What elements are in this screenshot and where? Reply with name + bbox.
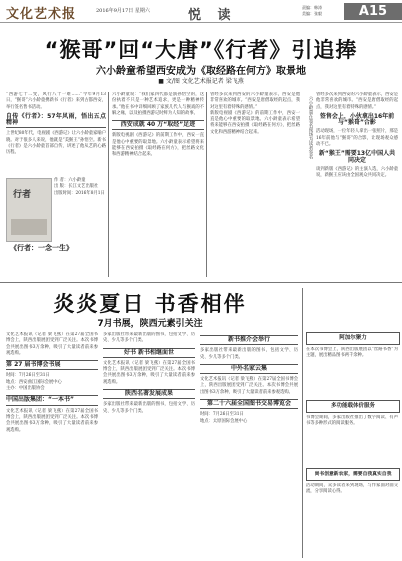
section-divider (0, 282, 402, 283)
box-heading: 陕西名著发展成果 (103, 389, 195, 399)
body-paragraph: 曾经多次来到西安的六小龄童表示，西安是他非常喜欢的城市。“西安是唐僧取经的起点，我对这里有着特殊的感情。” (316, 92, 398, 110)
right-box-body: 在本次书博会上，陕西出版展团以“丝路书香”为主题，展出精品图书两千余种。 (306, 347, 398, 359)
right-box-heading: 尚书创意新农家，需要自我真实自我 (306, 468, 400, 481)
bottom-left-column (6, 332, 98, 557)
box-heading: 中外名家云集 (200, 364, 298, 374)
box-heading: 第二十六届全国图书交易博览会 (200, 399, 298, 409)
bottom-third-column (200, 332, 298, 557)
section-heading: 自传《行者》：57年风雨，悟出五点精神 (6, 114, 106, 129)
body-paragraph: 新版电视剧《西游记》的前期工作中，西安一直是他心中重要的取景地。六小龄童表示希望将来能够在西安拍摄《取经路在何方》，把丝路文化和西游精神结合起来。 (210, 110, 300, 135)
bottom-subheadline: 7月书展，陕西元素引关注 (97, 319, 203, 329)
box-heading: 好书 新书相继面世 (103, 348, 195, 358)
book-info: 作 者：六小龄童 出 版：长江文艺出版社 出版时间：2016年8月1日 (54, 178, 105, 196)
body-paragraph: 多家出版社带来最新出版的图书，包括文学、历史、少儿等多个门类。 (103, 332, 195, 344)
body-paragraph: 文化艺术报讯（记者 梁飞燕）在第27届全国书博会上，陕西出版展团受到广泛关注。本次书博会共展出图书3万余种，吸引了大量读者前来参观选购。 (200, 377, 298, 395)
book-caption: 《行者：一念一生》 (10, 243, 73, 252)
column-divider (302, 288, 303, 558)
right-box-body: 书博会期间，多家出版社推出了数字阅读、有声书等多种形式的阅读服务。 (306, 415, 398, 427)
main-subheadline: 六小龄童希望西安成为《取经路在何方》取景地 (96, 66, 306, 77)
book-cover-photo (11, 219, 47, 235)
body-paragraph: 谈到新版《西游记》的主演人选，六小龄童说，新猴王应该由全国观众共同决定。 (316, 166, 398, 179)
box-heading: 中国出版集团：“一本书” (6, 395, 98, 405)
byline: ■ 文/图 文化艺术报记者 梁飞燕 (158, 78, 244, 85)
body-paragraph: 活动现场，一位年轻人拿出一张照片，那是16年前他与“猴哥”的合影，让现场观众感动不已。 (316, 129, 398, 148)
issue-date: 2016年9月17日 星期六 (96, 8, 150, 14)
section-title: 悦 读 (188, 8, 237, 23)
right-column (316, 92, 398, 277)
body-paragraph: 上世纪80年代，电视剧《西游记》让六小龄童家喻户晓。对于很多人来说，他就是“美猴王”孙悟空。新书《行者》是六小龄童首部自传，讲述了他从艺的心路历程。 (6, 131, 106, 156)
right-box-heading: 多功能载体价服务 (306, 400, 400, 413)
body-paragraph: 曾经多次来到西安的六小龄童表示，西安是他非常喜欢的城市。“西安是唐僧取经的起点，我对这里有着特殊的感情。” (210, 92, 300, 110)
body-paragraph: 文化艺术报讯（记者 梁飞燕）在第27届全国书博会上，陕西出版展团受到广泛关注。本次书博会共展出图书3万余种，吸引了大量读者前来参观选购。 (6, 408, 98, 433)
section-heading: 西安成就 40 万“取经”足迹 (112, 120, 204, 130)
box-heading: 新书推介会举行 (200, 335, 298, 345)
right-box-heading: 阿加尔聚力 (306, 332, 400, 345)
column-divider (108, 92, 109, 277)
box-body: 时间：7月26日至31日 地点：太原国际会展中心 (200, 412, 248, 424)
editor-credits: 责编：韩涛 美编：张毅 (302, 5, 322, 16)
book-cover-image (6, 178, 52, 242)
bottom-mid-column (103, 332, 195, 557)
column-divider (206, 92, 207, 277)
right-box-body: 活动期间，众多读者来到现场，与作家面对面交流，分享阅读心得。 (306, 483, 398, 495)
page-number: A15 (344, 3, 402, 20)
book-cover-title: 行者 (13, 190, 32, 200)
left-column (6, 92, 106, 176)
lead-paragraph: 文化艺术报讯（记者 梁飞燕）在第27届全国书博会上，陕西出版展团受到广泛关注。本次书博会共展出图书3万余种，吸引了大量读者前来参观选购。 (6, 332, 98, 356)
body-paragraph: 多家出版社带来最新出版的图书，包括文学、历史、少儿等多个门类。 (103, 402, 195, 414)
photo-caption-vertical: 六小龄童在签名现场为读者签名 (308, 96, 313, 159)
masthead (0, 0, 402, 23)
body-paragraph: 文化艺术报讯（记者 梁飞燕）在第27届全国书博会上，陕西出版展团受到广泛关注。本次书博会共展出图书3万余种，吸引了大量读者前来参观选购。 (103, 360, 195, 385)
section-heading: 签售会上，小伙拿出16年前与“猴哥”合影 (319, 112, 395, 127)
box-heading: 第 27 届书博会书展 (6, 360, 98, 370)
body-paragraph: 多家出版社带来最新出版的图书，包括文学、历史、少儿等多个门类。 (200, 348, 298, 360)
third-column (210, 92, 300, 277)
bottom-headline: 炎炎夏日 书香相伴 (53, 292, 247, 316)
body-paragraph: 新版电视剧《西游记》的前期工作中，西安一直是他心中重要的取景地。六小龄童表示希望将来能够在西安拍摄《取经路在何方》，把丝路文化和西游精神结合起来。 (112, 133, 204, 158)
box-body: 时间：7月26日至31日 地点：西安曲江国际会展中心 主办：中国出版协会 (6, 373, 62, 392)
intro-paragraph: “西游七十二变，风行八十一难……”今年9月13日，“猴哥”六小龄童携新书《行者》来到古都西安，举行签名售书活动。 (6, 92, 106, 110)
main-headline: “猴哥”回“大唐”《行者》引追捧 (44, 38, 358, 62)
newspaper-logo: 文化艺术报 (6, 7, 77, 22)
section-heading: 新“猴王”需要13亿中国人共同决定 (318, 150, 396, 164)
middle-column (112, 92, 204, 277)
body-paragraph: 六小龄童说：“我们家四代都是演孙悟空的，这份执着不只是一种艺术追求，更是一种精神传承。”他在书中详细回顾了家族几代人与猴戏的不解之缘，以及拍摄西游记时鲜为人知的故事。 (112, 92, 204, 116)
